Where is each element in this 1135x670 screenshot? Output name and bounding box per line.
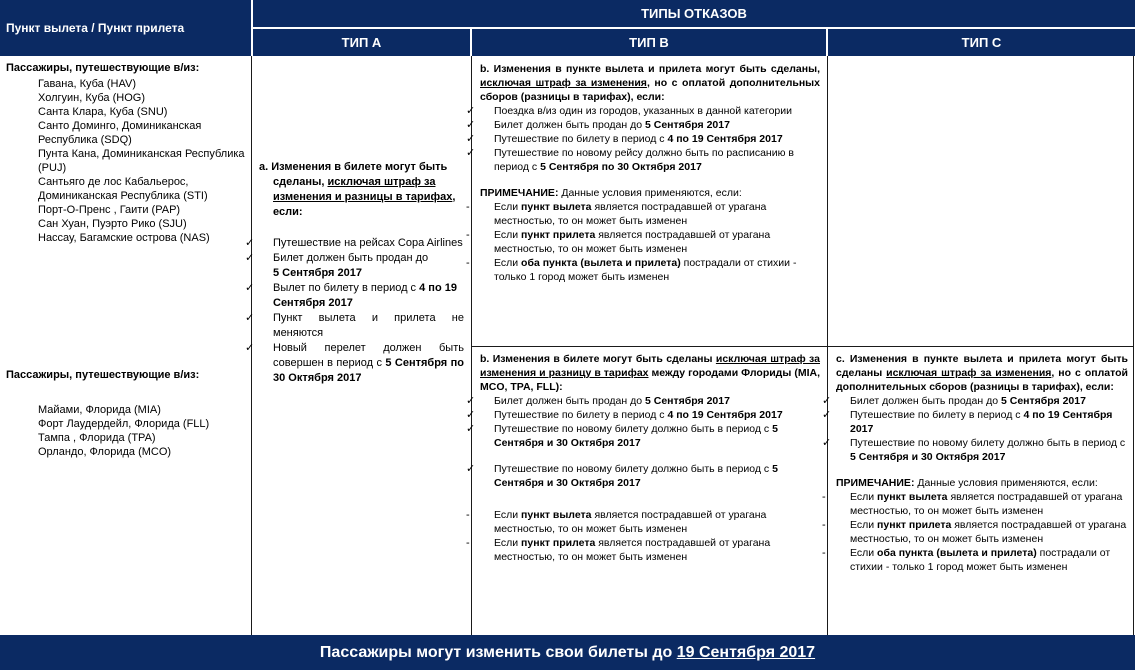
list-item-label: Сан Хуан, Пуэрто Рико (SJU) bbox=[38, 218, 187, 230]
type-b-bottom-intro: b. Изменения в билете могут быть сделаны исключая штраф за изменения и разницу в тарифах между городами Флориды (MIA, MCO, TPA, FLL): bbox=[480, 353, 820, 393]
footer-text: Пассажиры могут изменить свои билеты до bbox=[319, 643, 673, 661]
type-a-cond-1: ✓ Путешествие на рейсах Copa Airlines bbox=[245, 237, 463, 249]
list-item-number bbox=[6, 203, 38, 217]
types-header-label: ТИПЫ ОТКАЗОВ bbox=[641, 6, 747, 21]
list-item-number bbox=[6, 147, 38, 161]
type-b-top-cond-4: ✓ Путешествие по новому рейсу должно быть по расписанию в период с 5 Сентября по 30 Октября 2017 bbox=[466, 147, 794, 173]
dash-icon: - bbox=[822, 547, 826, 559]
group1-title: Пассажиры, путешествующие в/из: bbox=[6, 62, 200, 74]
check-icon: ✓ bbox=[245, 312, 255, 324]
type-c-header bbox=[828, 29, 1135, 56]
type-b-bottom-cond-1: ✓ Билет должен быть продан до 5 Сентября 2017 bbox=[466, 395, 730, 407]
check-icon: ✓ bbox=[466, 105, 476, 117]
type-c-cond-3: ✓ Путешествие по новому билету должно быть в период с 5 Сентября и 30 Октября 2017 bbox=[822, 437, 1126, 463]
check-icon: ✓ bbox=[245, 237, 255, 249]
type-b-bottom-note-2: - Если пункт прилета является пострадавшей от урагана местностью, то он может быть изменен bbox=[466, 537, 771, 563]
list-item-number bbox=[6, 91, 38, 105]
type-b-top-cond-1: ✓ Поездка в/из один из городов, указанных в данной категории bbox=[466, 105, 792, 117]
dash-icon: - bbox=[466, 537, 470, 549]
type-c-header-label: ТИП С bbox=[961, 35, 1002, 50]
type-b-top-note-1: - Если пункт вылета является пострадавшей от урагана местностью, то он может быть изменен bbox=[466, 201, 767, 227]
check-icon: ✓ bbox=[466, 147, 476, 159]
type-b-bottom-note-1: - Если пункт вылета является пострадавшей от урагана местностью, то он может быть изменен bbox=[466, 509, 767, 535]
list-item bbox=[6, 431, 248, 445]
list-item bbox=[6, 445, 248, 459]
type-c-note-2: - Если пункт прилета является пострадавшей от урагана местностью, то он может быть изменен bbox=[822, 519, 1127, 545]
type-a-cond-3: ✓ Вылет по билету в период с 4 по 19 Сентября 2017 bbox=[245, 282, 457, 309]
list-item bbox=[6, 203, 248, 217]
group2-list bbox=[6, 403, 248, 459]
check-icon: ✓ bbox=[466, 463, 476, 475]
dash-icon: - bbox=[466, 201, 470, 213]
list-item-label: Тампа , Флорида (TPA) bbox=[38, 432, 156, 444]
type-a-cond-4: ✓ Пункт вылета и прилета не меняются bbox=[245, 312, 464, 339]
type-a-intro: a. Изменения в билете могут быть сделаны, исключая штраф за изменения и разницы в тарифах, если: bbox=[259, 161, 456, 218]
type-b-top-cond-2: ✓ Билет должен быть продан до 5 Сентября 2017 bbox=[466, 119, 730, 131]
type-a-cond-5: ✓ Новый перелет должен быть совершен в период с 5 Сентября по 30 Октября 2017 bbox=[245, 342, 464, 384]
list-item bbox=[6, 77, 248, 91]
check-icon: ✓ bbox=[466, 133, 476, 145]
list-item bbox=[6, 91, 248, 105]
type-c-note: ПРИМЕЧАНИЕ: Данные условия применяются, если: bbox=[836, 477, 1098, 489]
dash-icon: - bbox=[466, 257, 470, 269]
type-a-cond-2: ✓ Билет должен быть продан до 5 Сентября 2017 bbox=[245, 252, 429, 279]
list-item-label: Гавана, Куба (HAV) bbox=[38, 78, 136, 90]
list-item-number bbox=[6, 431, 38, 445]
type-c-note-1: - Если пункт вылета является пострадавшей от урагана местностью, то он может быть изменен bbox=[822, 491, 1123, 517]
list-item-label: Нассау, Багамские острова (NAS) bbox=[38, 232, 210, 244]
dash-icon: - bbox=[466, 229, 470, 241]
list-item bbox=[6, 403, 248, 417]
list-item-number bbox=[6, 417, 38, 431]
list-item-label: Орландо, Флорида (MCO) bbox=[38, 446, 172, 458]
dash-icon: - bbox=[822, 491, 826, 503]
type-b-bottom-panel bbox=[466, 352, 820, 564]
list-item-label: Холгуин, Куба (HOG) bbox=[38, 92, 145, 104]
list-item-number bbox=[6, 445, 38, 459]
type-b-top-note-2: - Если пункт прилета является пострадавшей от урагана местностью, то он может быть изменен bbox=[466, 229, 771, 255]
type-b-top-cond-3: ✓ Путешествие по билету в период с 4 по 19 Сентября 2017 bbox=[466, 133, 783, 145]
list-item-number bbox=[6, 217, 38, 231]
type-c-intro: c. Изменения в пункте вылета и прилета могут быть сделаны исключая штраф за изменения, но с оплатой дополнительных сборов (разницы в тарифах), если: bbox=[836, 353, 1128, 393]
list-item bbox=[6, 175, 248, 203]
origin-list-panel bbox=[6, 61, 248, 631]
types-header bbox=[253, 0, 1135, 27]
list-item bbox=[6, 147, 248, 175]
list-item bbox=[6, 119, 248, 147]
type-b-bottom-cond-2: ✓ Путешествие по билету в период с 4 по 19 Сентября 2017 bbox=[466, 409, 783, 421]
list-item bbox=[6, 417, 248, 431]
list-item-label: Санта Клара, Куба (SNU) bbox=[38, 106, 168, 118]
route-header-label: Пункт вылета / Пункт прилета bbox=[6, 21, 185, 35]
type-c-cond-1: ✓ Билет должен быть продан до 5 Сентября 2017 bbox=[822, 395, 1086, 407]
type-c-cond-2: ✓ Путешествие по билету в период с 4 по 19 Сентября 2017 bbox=[822, 409, 1113, 435]
group2-title: Пассажиры, путешествующие в/из: bbox=[6, 369, 200, 381]
list-item-label: Сантьяго де лос Кабальерос, Доминиканская Республика (STI) bbox=[38, 176, 208, 202]
list-item-label: Пунта Кана, Доминиканская Республика (PUJ) bbox=[38, 148, 245, 174]
type-b-bottom-cond-4: ✓ Путешествие по новому билету должно быть в период с 5 Сентября и 30 Октября 2017 bbox=[466, 463, 778, 489]
type-b-top-intro: b. Изменения в пункте вылета и прилета могут быть сделаны, исключая штраф за изменения, но с оплатой дополнительных сборов (разницы в тарифах), если: bbox=[480, 63, 820, 103]
check-icon: ✓ bbox=[466, 409, 476, 421]
group1-list bbox=[6, 77, 248, 245]
list-item bbox=[6, 231, 248, 245]
type-b-top-note: ПРИМЕЧАНИЕ: Данные условия применяются, если: bbox=[480, 187, 742, 199]
list-item-number bbox=[6, 77, 38, 91]
list-item-number bbox=[6, 231, 38, 245]
list-item-number bbox=[6, 105, 38, 119]
type-b-top-note-3: - Если оба пункта (вылета и прилета) пострадали от стихии - только 1 город может быть изменен bbox=[466, 257, 797, 283]
check-icon: ✓ bbox=[822, 409, 832, 421]
list-item-number bbox=[6, 119, 38, 133]
list-item bbox=[6, 217, 248, 231]
list-item bbox=[6, 105, 248, 119]
type-a-header bbox=[253, 29, 470, 56]
dash-icon: - bbox=[822, 519, 826, 531]
check-icon: ✓ bbox=[466, 119, 476, 131]
type-b-top-panel bbox=[466, 62, 820, 284]
list-item-number bbox=[6, 175, 38, 189]
type-b-bottom-cond-3: ✓ Путешествие по новому билету должно быть в период с 5 Сентября и 30 Октября 2017 bbox=[466, 423, 778, 449]
grid-line-mid bbox=[472, 346, 1134, 347]
check-icon: ✓ bbox=[245, 342, 255, 354]
check-icon: ✓ bbox=[245, 252, 255, 264]
check-icon: ✓ bbox=[822, 437, 832, 449]
type-a-panel bbox=[245, 160, 464, 386]
route-header bbox=[0, 0, 251, 56]
list-item-label: Форт Лаудердейл, Флорида (FLL) bbox=[38, 418, 210, 430]
check-icon: ✓ bbox=[822, 395, 832, 407]
list-item-number bbox=[6, 403, 38, 417]
type-b-header bbox=[472, 29, 826, 56]
list-item-label: Порт-О-Пренс , Гаити (PAP) bbox=[38, 204, 181, 216]
type-c-note-3: - Если оба пункта (вылета и прилета) пострадали от стихии - только 1 город может быть изменен bbox=[822, 547, 1111, 573]
type-c-panel bbox=[822, 352, 1128, 574]
type-a-header-label: ТИП А bbox=[341, 35, 382, 50]
check-icon: ✓ bbox=[466, 423, 476, 435]
check-icon: ✓ bbox=[245, 282, 255, 294]
footer-date: 19 Сентября 2017 bbox=[676, 643, 816, 661]
list-item-label: Санто Доминго, Доминиканская Республика (SDQ) bbox=[38, 120, 202, 146]
list-item-label: Майами, Флорида (MIA) bbox=[38, 404, 161, 416]
type-b-header-label: ТИП В bbox=[629, 35, 669, 50]
footer-banner bbox=[0, 635, 1135, 670]
dash-icon: - bbox=[466, 509, 470, 521]
check-icon: ✓ bbox=[466, 395, 476, 407]
